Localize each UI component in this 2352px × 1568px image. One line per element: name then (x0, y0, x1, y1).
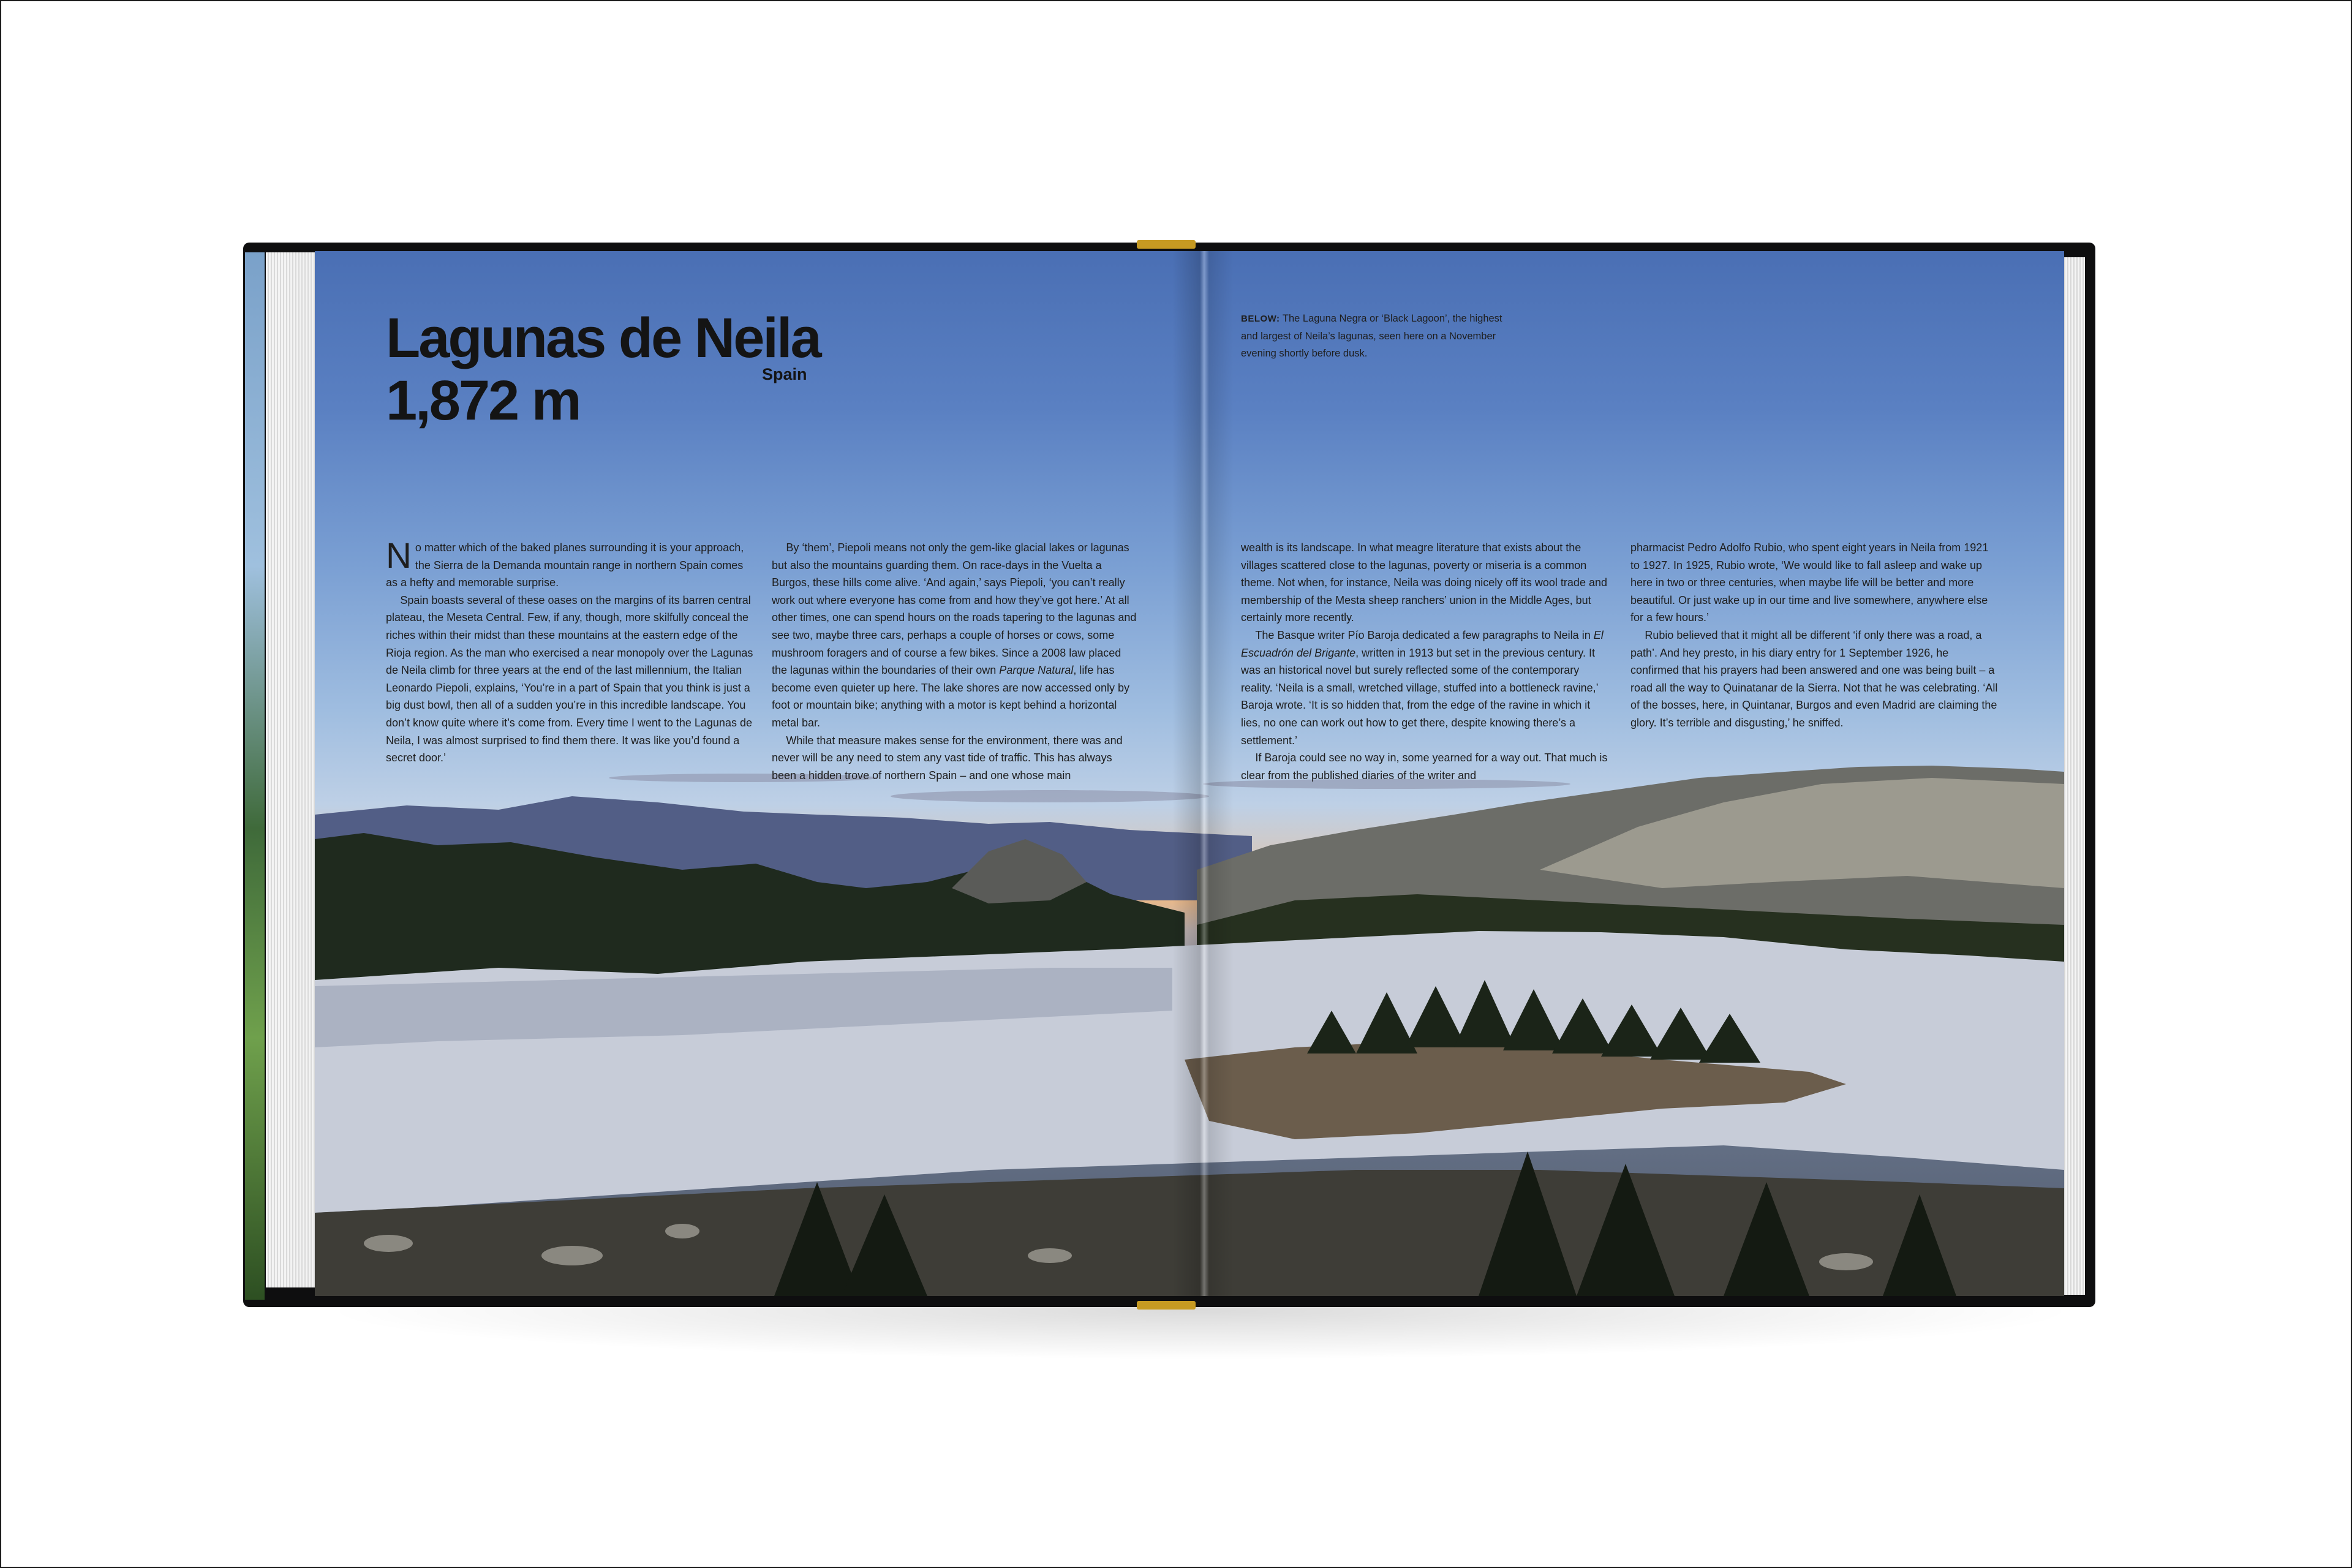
caption-text: The Laguna Negra or ‘Black Lagoon’, the highest and largest of Neila’s lagunas, seen here on a November evening shortly before dusk. (1241, 313, 1502, 359)
paragraph: By ‘them’, Piepoli means not only the gem-like glacial lakes or lagunas but also the mountains guarding them. On race-days in the Vuelta a Burgos, these hills come alive. ‘And again,’ says Piepoli, ‘you can’t really work out where everyone has come from and how they’ve got here.’ At all other times, one can spend hours on the roads tapering to the lagunas and see two, maybe three cars, perhaps a couple of horses or cows, some mushroom foragers and of course a few bikes. Since a 2008 law placed the lagunas within the boundaries of their own Parque Natural, life has become even quieter up here. The lake shores are now accessed only by foot or mountain bike; anything with a motor is kept behind a horizontal metal bar. (772, 541, 1137, 729)
caption-label: BELOW: (1241, 314, 1280, 324)
paragraph: The Basque writer Pío Baroja dedicated a few paragraphs to Neila in El Escuadrón del Brigante, written in 1913 but set in the previous century. It was an historical novel but surely reflected some of the contemporary reality. ‘Neila is a small, wretched village, stuffed into a bottleneck ravine,’ Baroja wrote. ‘It is so hidden that, from the edge of the ravine in which it lies, no one can work out how to get there, despite knowing there’s a settlement.’ (1241, 628, 1604, 747)
paragraph: Rubio believed that it might all be different ‘if only there was a road, a path’. And hey presto, in his diary entry for 1 September 1926, he confirmed that his prayers had been answered and one was being built – a road all the way to Quinatanar de la Sierra. Not that he was celebrating. ‘All of the bosses, here, in Quintanar, Burgos and even Madrid are claiming the glory. It’s terrible and disgusting,’ he sniffed. (1630, 628, 1998, 729)
spine-headband-top (1137, 240, 1196, 249)
text-column-4 (1630, 539, 1998, 732)
text-column-2 (772, 539, 1139, 784)
text-column-3 (1241, 539, 1608, 784)
previous-page-edge (245, 252, 265, 1300)
country-label: Spain (762, 365, 807, 383)
drop-cap: N (386, 536, 412, 576)
paragraph: No matter which of the baked planes surrounding it is your approach, the Sierra de la Demanda mountain range in northern Spain comes as a hefty and memorable surprise. (386, 536, 744, 589)
article-title: Lagunas de Neila (386, 307, 820, 369)
photo-caption (1241, 310, 1510, 362)
book-gutter (1172, 251, 1234, 1296)
paragraph: While that measure makes sense for the environment, there was and never will be any need to stem any vast tide of traffic. This has always been a hidden trove of northern Spain – and one whose main (772, 734, 1123, 782)
page-block-left (266, 252, 315, 1287)
paragraph: Spain boasts several of these oases on the margins of its barren central plateau, the Meseta Central. Few, if any, though, more skilfully conceal the riches within their midst than these mountains at the eastern edge of the Rioja region. As the man who exercised a near monopoly over the Lagunas de Neila climb for three years at the end of the last millennium, the Italian Leonardo Piepoli, explains, ‘You’re in a part of Spain that you think is just a big dust bowl, then all of a sudden you’re in this incredible landscape. You don’t know quite where it’s come from. Every time I went to the Lagunas de Neila, I was almost surprised to find them there. It was like you’d found a secret door.’ (386, 594, 753, 764)
text-column-1 (386, 536, 753, 767)
spine-headband-bottom (1137, 1301, 1196, 1310)
paragraph: wealth is its landscape. In what meagre literature that exists about the villages scattered close to the lagunas, poverty or miseria is a common theme. Not when, for instance, Neila was doing nicely off its wool trade and membership of the Mesta sheep ranchers’ union in the Middle Ages, but certainly more recently. (1241, 541, 1607, 624)
elevation-heading: 1,872 m (386, 369, 580, 432)
page-spread (315, 251, 2064, 1296)
paragraph: pharmacist Pedro Adolfo Rubio, who spent eight years in Neila from 1921 to 1927. In 1925, Rubio wrote, ‘We would like to fall asleep and wake up here in two or three centuries, when maybe life will be better and more beautiful. Or just wake up in our time and live somewhere, anywhere else for a few hours.’ (1630, 541, 1989, 624)
paragraph: If Baroja could see no way in, some yearned for a way out. That much is clear from the published diaries of the writer and (1241, 752, 1608, 782)
